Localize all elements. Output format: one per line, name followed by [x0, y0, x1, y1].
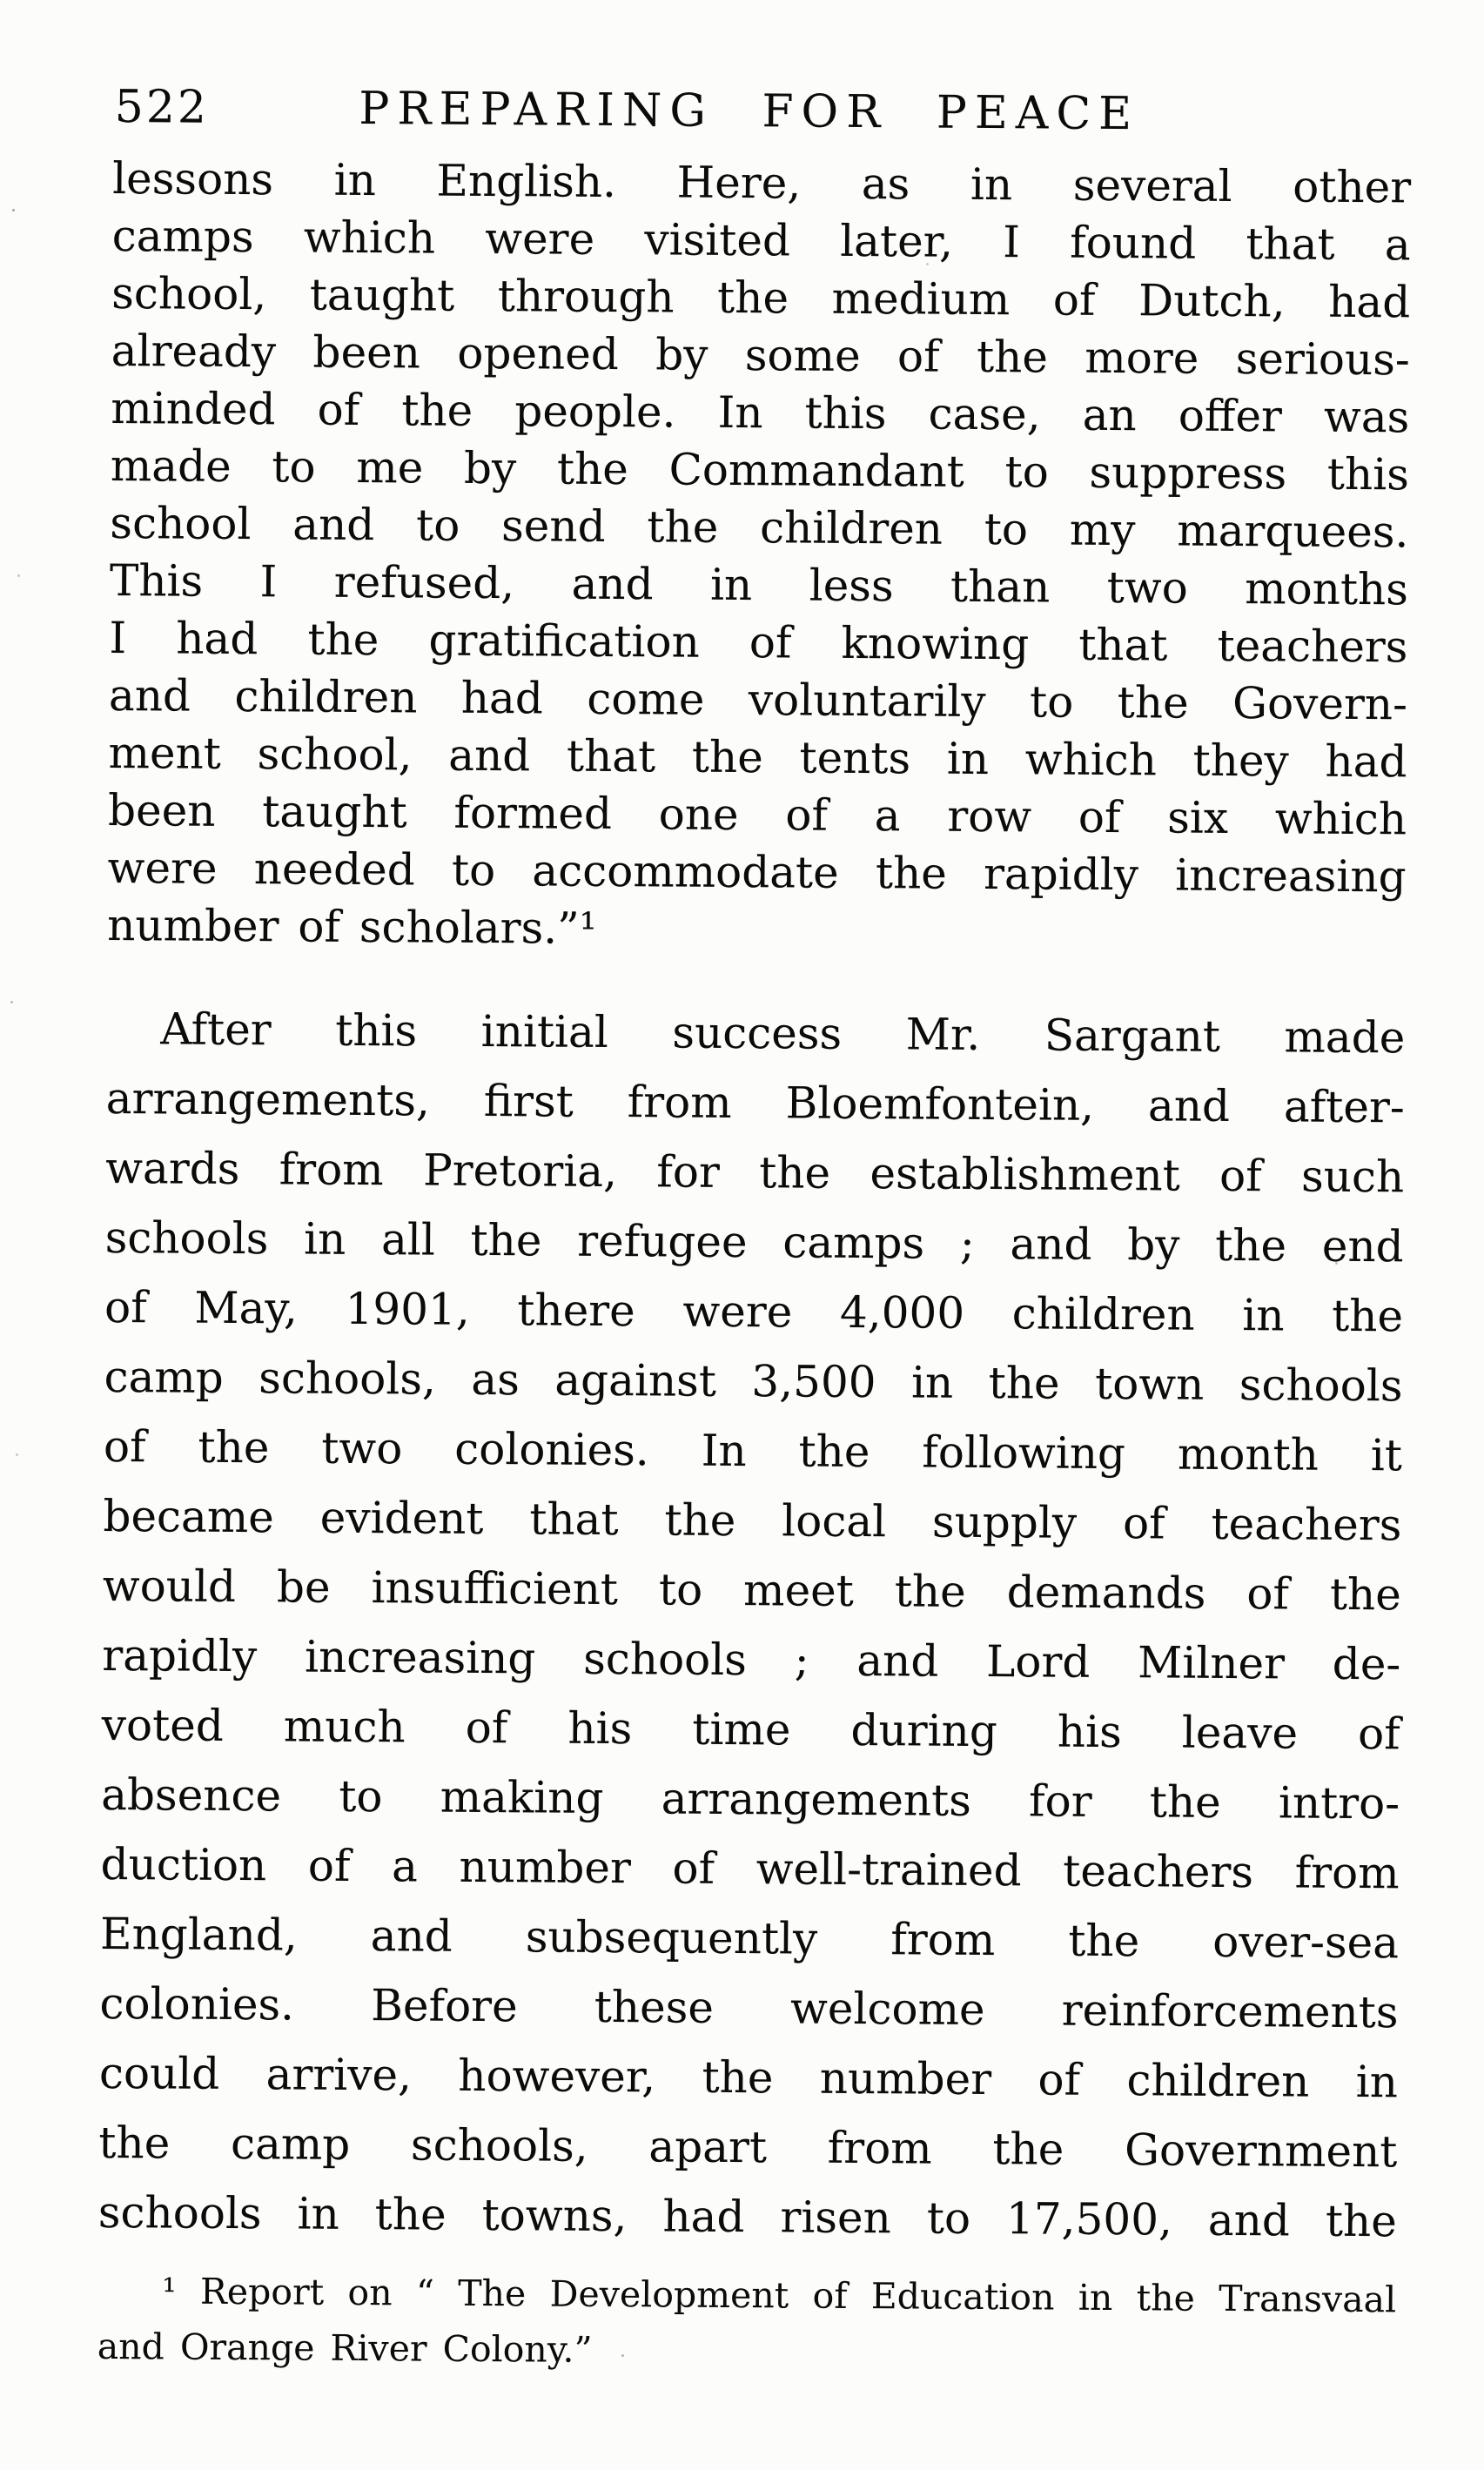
text-line: I had the gratification of knowing that teachers: [109, 612, 1408, 673]
text-line: arrangements, first from Bloemfontein, and after-: [105, 1072, 1405, 1133]
page-content: [97, 77, 1412, 2383]
text-line: the camp schools, apart from the Government: [98, 2117, 1398, 2178]
paragraph-lessons-in-english: [107, 150, 1411, 963]
paragraph-after-initial-success: [98, 994, 1406, 2256]
text-line: schools in all the refugee camps ; and by the end: [104, 1212, 1404, 1272]
text-line: voted much of his time during his leave of: [101, 1699, 1400, 1760]
text-line: minded of the people. In this case, an offer was: [111, 382, 1410, 443]
text-line: and children had come voluntarily to the Govern-: [108, 669, 1408, 730]
text-line: number of scholars.”¹: [106, 899, 597, 954]
text-line: been taught formed one of a row of six which: [107, 784, 1407, 845]
text-line: England, and subsequently from the over-sea: [99, 1908, 1400, 1969]
text-line: ment school, and that the tents in which they had: [108, 727, 1407, 788]
text-line: lessons in English. Here, as in several other: [111, 152, 1412, 213]
text-line: camps which were visited later, I found that a: [111, 210, 1411, 271]
text-line: became evident that the local supply of teachers: [103, 1490, 1402, 1551]
text-line: already been opened by some of the more serious-: [111, 325, 1410, 386]
running-title: PREPARING FOR PEACE: [359, 82, 1140, 141]
text-line: and Orange River Colony.”: [97, 2325, 593, 2371]
text-line: absence to making arrangements for the intro-: [101, 1769, 1400, 1829]
text-line: wards from Pretoria, for the establishment of such: [105, 1142, 1405, 1203]
scan-noise-specks: [12, 209, 15, 211]
text-line: of the two colonies. In the following month it: [103, 1420, 1403, 1481]
text-line: colonies. Before these welcome reinforcements: [99, 1977, 1399, 2038]
footnote: [97, 2263, 1397, 2383]
text-line: This I refused, and in less than two months: [109, 554, 1409, 615]
text-line: camp schools, as against 3,500 in the town schools: [104, 1351, 1403, 1412]
text-line: of May, 1901, there were 4,000 children in the: [104, 1281, 1404, 1342]
text-line: After this initial success Mr. Sargant made: [160, 1003, 1406, 1064]
text-line: made to me by the Commandant to suppress this: [110, 440, 1410, 500]
text-line: school and to send the children to my marquees.: [110, 497, 1409, 558]
page-header: [113, 77, 1412, 146]
text-line: school, taught through the medium of Dutch, had: [111, 267, 1411, 328]
text-line: rapidly increasing schools ; and Lord Milner de-: [102, 1629, 1401, 1690]
text-line: schools in the towns, had risen to 17,500, and the: [97, 2186, 1398, 2247]
text-line: would be insufficient to meet the demands of the: [102, 1560, 1402, 1621]
text-line: duction of a number of well-trained teachers from: [100, 1838, 1400, 1899]
text-line: could arrive, however, the number of children in: [98, 2047, 1399, 2108]
text-line: ¹ Report on “ The Development of Education in the Transvaal: [162, 2270, 1397, 2321]
page-number: 522: [114, 81, 210, 134]
text-line: were needed to accommodate the rapidly increasing: [107, 842, 1407, 903]
